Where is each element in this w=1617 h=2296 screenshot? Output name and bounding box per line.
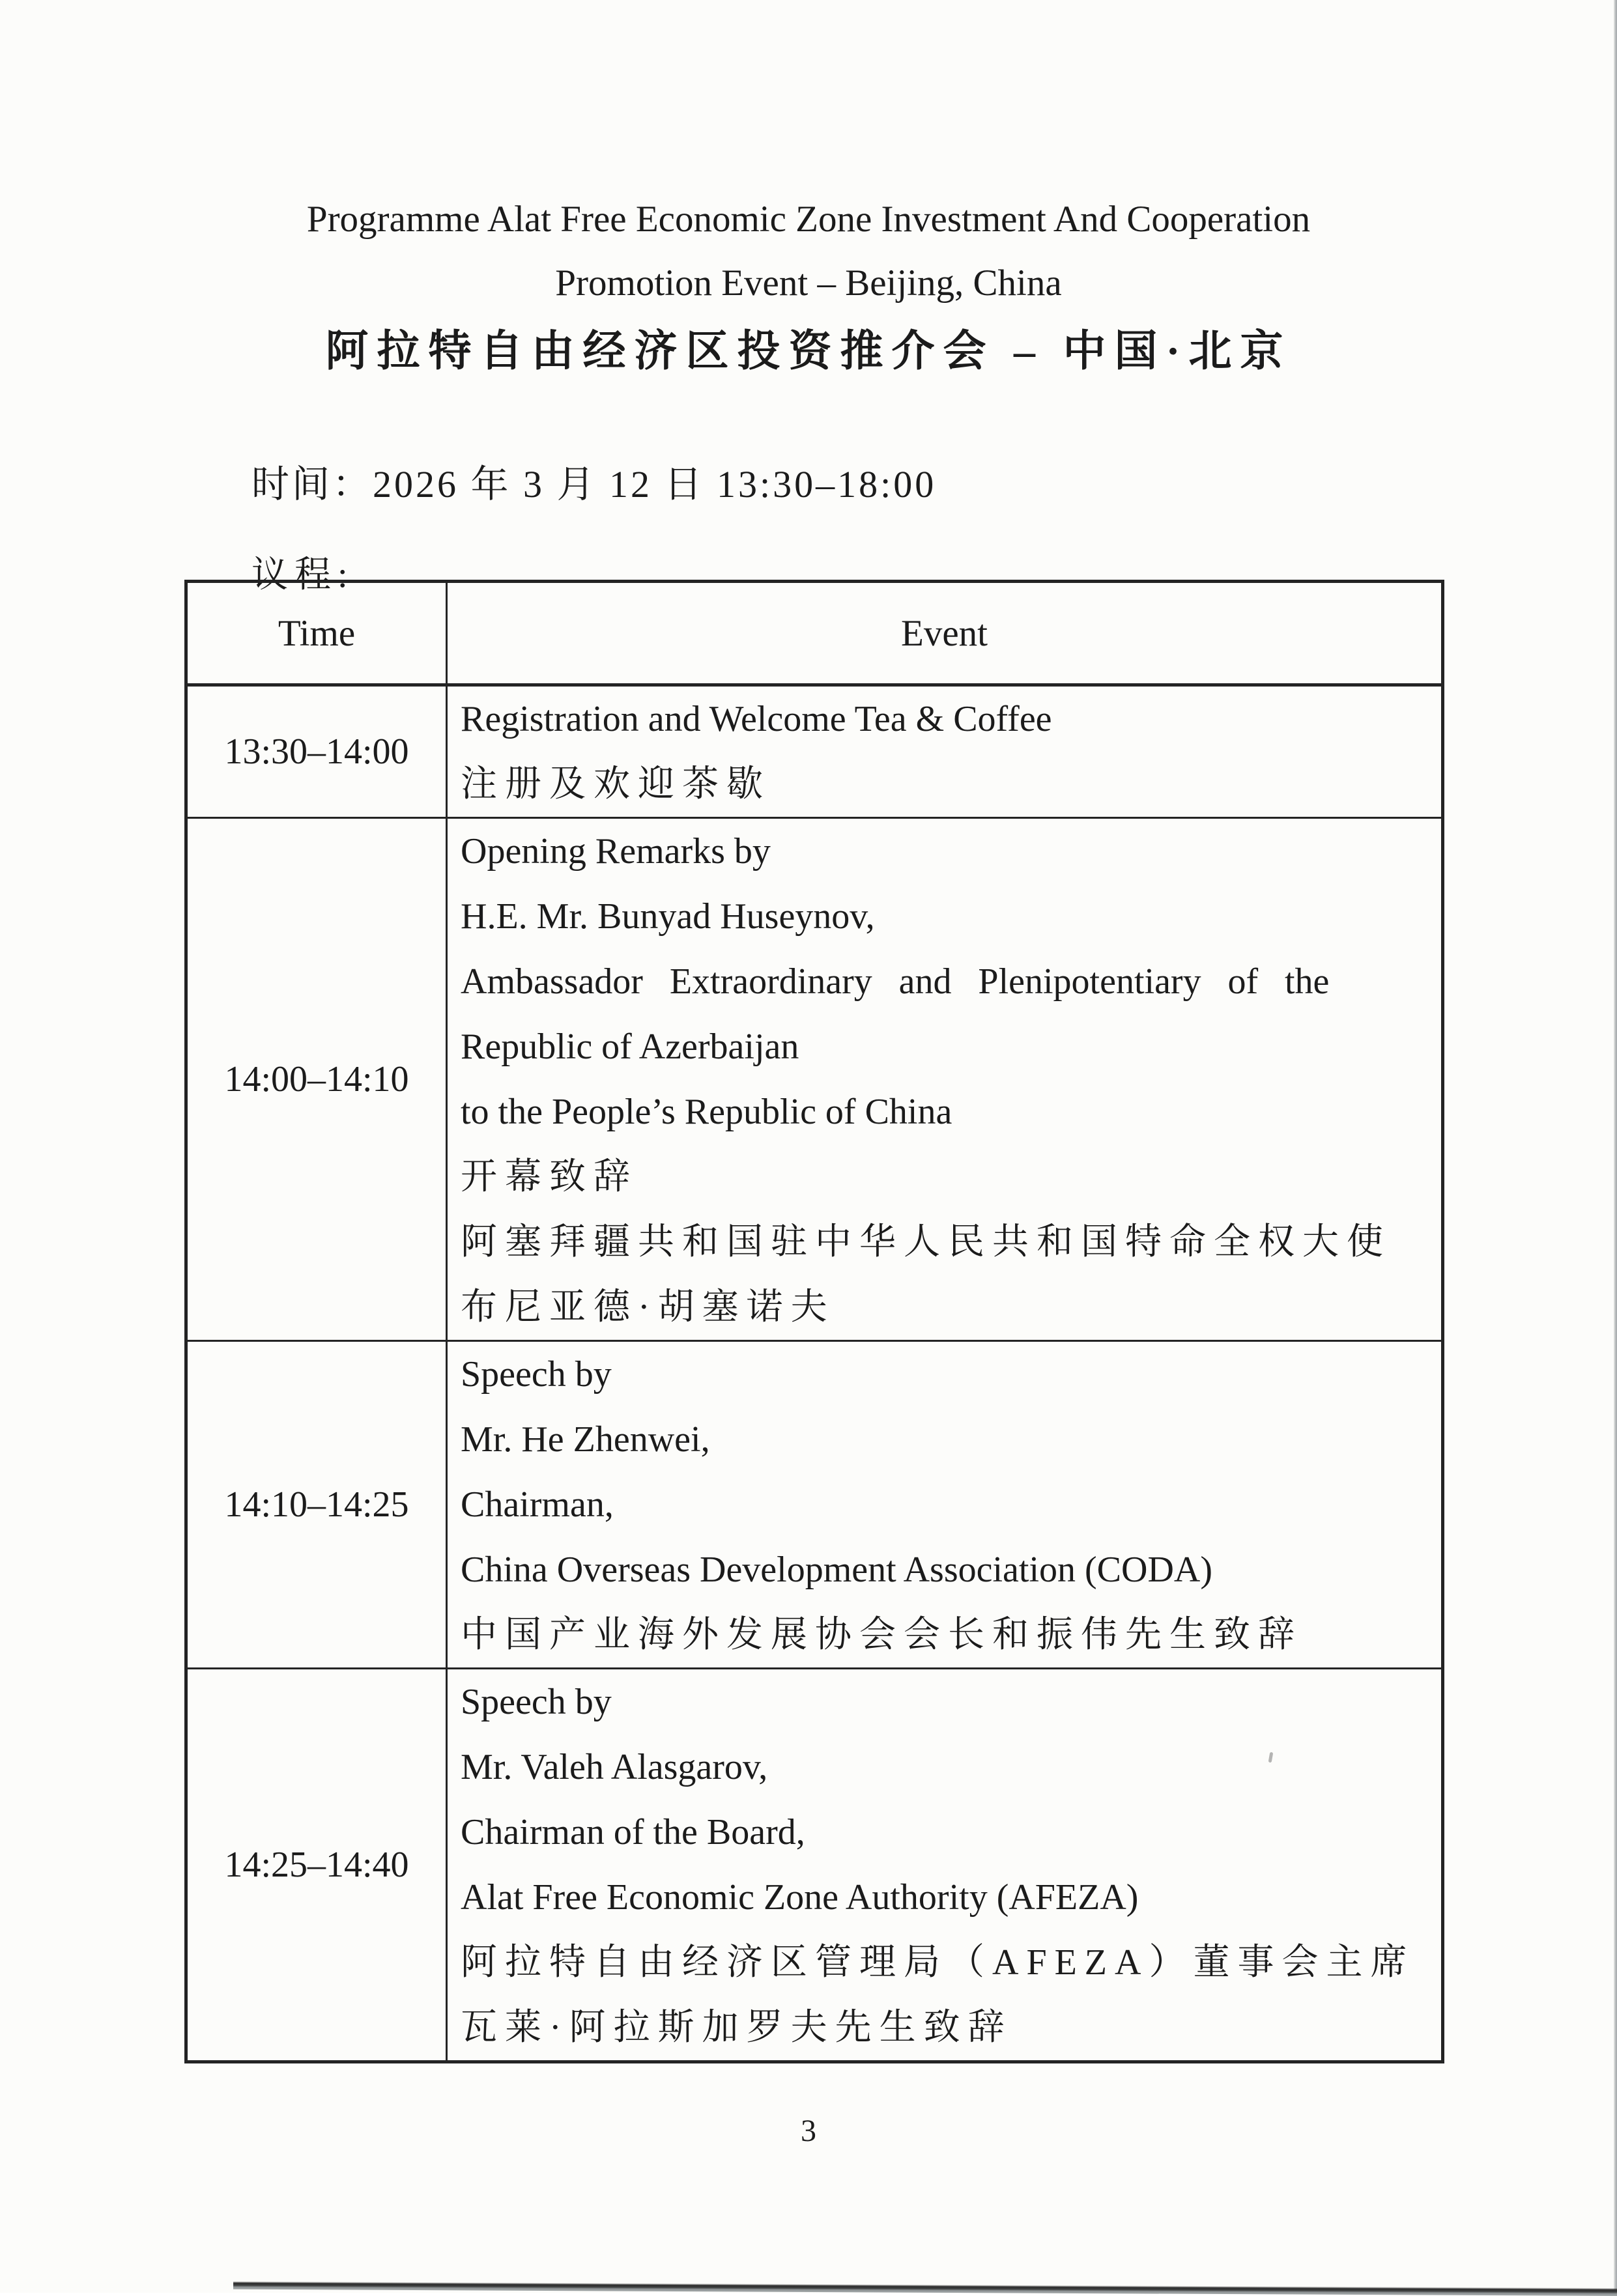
agenda-table-header [186,582,1443,685]
title-block [0,188,1617,388]
event-line: Republic of Azerbaijan [461,1027,799,1067]
agenda-rows [186,685,1443,2062]
time-cell: 14:25–14:40 [186,1669,447,2062]
event-line: 瓦莱·阿拉斯加罗夫先生致辞 [461,2007,1012,2048]
event-line: Mr. Valeh Alasgarov, [461,1747,768,1787]
event-cell [447,1669,1443,2062]
col-header-time: Time [186,582,447,685]
table-row [186,685,1443,818]
event-line: Ambassador Extraordinary and Plenipotentiary of the [461,961,1330,1002]
time-cell: 14:00–14:10 [186,818,447,1341]
event-line: 阿塞拜疆共和国驻中华人民共和国特命全权大使 [461,1222,1391,1262]
event-cell [447,818,1443,1341]
event-line: to the People’s Republic of China [461,1092,952,1132]
title-line-1: Programme Alat Free Economic Zone Investment And Cooperation [306,199,1311,240]
event-line: China Overseas Development Association (CODA) [461,1550,1212,1590]
title-chinese: 阿拉特自由经济区投资推介会 – 中国·北京 [325,328,1292,375]
event-line: Registration and Welcome Tea & Coffee [461,699,1052,739]
event-line: Mr. He Zhenwei, [461,1419,710,1460]
event-line: H.E. Mr. Bunyad Huseynov, [461,896,875,937]
time-cell: 14:10–14:25 [186,1341,447,1669]
title-line-2: Promotion Event – Beijing, China [555,262,1062,304]
event-line: Chairman of the Board, [461,1812,805,1852]
event-cell [447,685,1443,818]
header-row [186,582,1443,685]
event-line: Alat Free Economic Zone Authority (AFEZA) [461,1877,1139,1918]
table-row [186,1669,1443,2062]
event-line: 中国产业海外发展协会会长和振伟先生致辞 [461,1615,1302,1655]
event-line: 阿拉特自由经济区管理局（AFEZA）董事会主席 [461,1942,1415,1983]
time-cell: 13:30–14:00 [186,685,447,818]
table-row [186,818,1443,1341]
scan-right-edge-artifact [1614,0,1617,2293]
scan-bottom-edge-artifact [233,2278,1617,2296]
agenda-label: 议程: [251,555,354,595]
event-cell [447,1341,1443,1669]
page-number: 3 [801,2114,816,2148]
event-line: 开幕致辞 [461,1157,638,1197]
event-line: Chairman, [461,1484,614,1525]
event-line: Speech by [461,1354,612,1395]
col-header-event: Event [447,582,1443,685]
event-datetime: 时间：2026 年 3 月 12 日 13:30–18:00 [251,463,937,505]
event-line: Opening Remarks by [461,831,771,872]
event-line: 布尼亚德·胡塞诺夫 [461,1287,835,1327]
event-line: 注册及欢迎茶歇 [461,764,771,804]
agenda-table [184,580,1444,2063]
table-row [186,1341,1443,1669]
event-line: Speech by [461,1682,612,1722]
